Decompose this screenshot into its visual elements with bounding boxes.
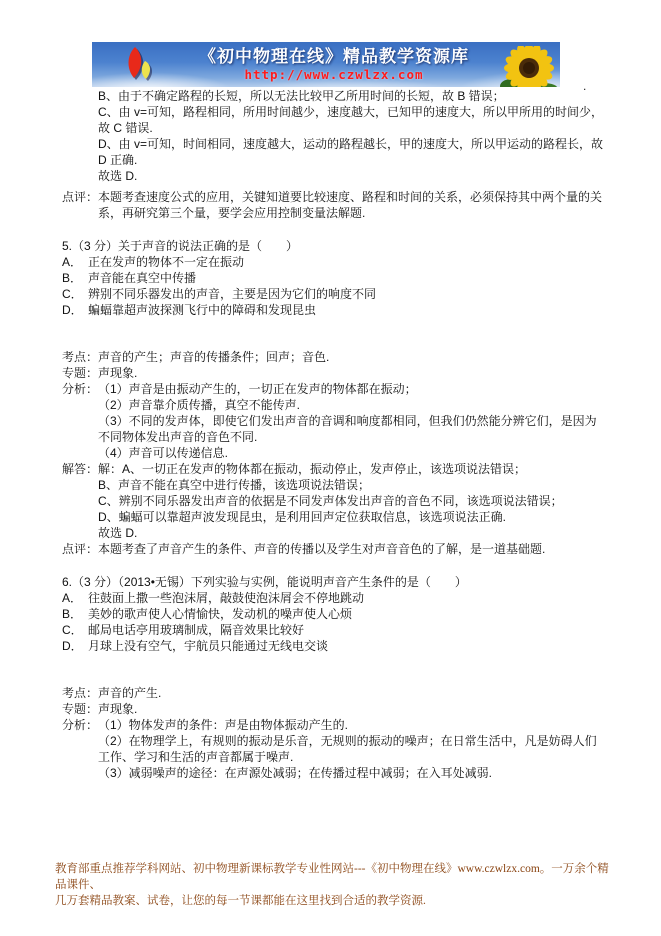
option-letter: A． [62,255,83,269]
page-footer [55,861,615,909]
solution-line: 故选 D. [98,526,138,540]
fenxi-section [62,381,608,461]
answer-line: 故选 D. [98,169,138,183]
kaodian-section [62,685,608,701]
analysis-line: （1）声音是由振动产生的，一切正在发声的物体都在振动； [98,382,417,396]
dianping-section [62,541,608,557]
footer-line: 教育部重点推荐学科网站、初中物理新课标教学专业性网站---《初中物理在线》www.czwlzx.com。一万余个精品课件、 [55,863,609,891]
jieda-section [62,461,608,541]
analysis-line: （3）减弱噪声的途径：在声源处减弱；在传播过程中减弱；在入耳处减弱. [98,766,493,780]
kaodian-section [62,349,608,365]
section-text: 声现象. [98,702,138,716]
fenxi-section [62,717,608,781]
section-lines [98,461,608,541]
question-6 [62,574,608,654]
section-label: 专题： [62,702,99,716]
question-6-analysis [62,685,608,781]
section-label: 点评： [62,190,99,204]
option-letter: A． [62,591,83,605]
analysis-line: （2）声音靠介质传播，真空不能传声. [98,398,301,412]
option-a [62,254,608,270]
section-label: 考点： [62,686,99,700]
section-label: 考点： [62,350,99,364]
zhuanti-section [62,365,608,381]
option-d [62,638,608,654]
question-4-answer-tail [62,88,608,221]
answer-line: D、由 v=可知，时间相同，速度越大，运动的路程越长，甲的速度大，所以甲运动的路程长，故 D 正确. [98,137,604,167]
comment-text: 本题考查了声音产生的条件、声音的传播以及学生对声音音色的了解，是一道基础题. [98,542,546,556]
option-text: 声音能在真空中传播 [88,271,197,285]
footer-line: 几万套精品教案、试卷，让您的每一节课都能在这里找到合适的教学资源. [55,895,426,907]
section-label: 专题： [62,366,99,380]
solution-line: 解：A、一切正在发声的物体都在振动，振动停止，发声停止，该选项说法错误； [98,462,527,476]
option-text: 正在发声的物体不一定在振动 [88,255,245,269]
section-label: 分析： [62,382,99,396]
banner-title: 《初中物理在线》精品教学资源库 [199,47,469,66]
solution-line: B、声音不能在真空中进行传播，该选项说法错误； [98,478,371,492]
option-letter: D． [62,303,83,317]
option-letter: B． [62,271,83,285]
option-b [62,270,608,286]
option-text: 美妙的歌声使人心情愉快，发动机的噪声使人心烦 [88,607,353,621]
option-text: 辨别不同乐器发出的声音，主要是因为它们的响度不同 [88,287,377,301]
comment-text: 本题考查速度公式的应用，关键知道要比较速度、路程和时间的关系，必须保持其中两个量的关系，再研究第三个量，要学会应用控制变量法解题. [98,190,603,220]
answer-line: C、由 v=可知，路程相同，所用时间越少，速度越大，已知甲的速度大，所以甲所用的时间少，故 C 错误. [98,105,604,135]
analysis-line: （2）在物理学上，有规则的振动是乐音，无规则的振动的噪声；在日常生活中，凡是妨碍人们工作、学习和生活的声音都属于噪声. [98,734,597,764]
section-text: 声音的产生. [98,686,162,700]
option-c [62,286,608,302]
analysis-line: （3）不同的发声体，即使它们发出声音的音调和响度都相同，但我们仍然能分辨它们，是因为不同物体发出声音的音色不同. [98,414,597,444]
banner-text-block [92,47,560,82]
option-text: 往鼓面上撒一些泡沫屑，敲鼓使泡沫屑会不停地跳动 [88,591,365,605]
sunflower-icon [498,46,560,87]
document-body [62,88,608,781]
question-stem: 5.（3 分）关于声音的说法正确的是（ ） [62,239,299,253]
section-lines [98,381,608,461]
question-stem: 6.（3 分）（2013•无锡）下列实验与实例，能说明声音产生条件的是（ ） [62,575,467,589]
section-lines [98,717,608,781]
section-label: 点评： [62,542,99,556]
section-label: 分析： [62,718,99,732]
option-b [62,606,608,622]
option-letter: C． [62,623,83,637]
site-logo-icon [114,45,160,85]
zhuanti-section [62,701,608,717]
stray-period-mark: . [583,79,587,93]
option-d [62,302,608,318]
solution-line: C、辨别不同乐器发出声音的依据是不同发声体发出声音的音色不同，该选项说法错误； [98,494,563,508]
option-text: 蝙蝠靠超声波探测飞行中的障碍和发现昆虫 [88,303,317,317]
option-a [62,590,608,606]
option-text: 月球上没有空气，宇航员只能通过无线电交谈 [88,639,329,653]
banner-url: http://www.czwlzx.com [244,67,424,82]
option-text: 邮局电话亭用玻璃制成，隔音效果比较好 [88,623,305,637]
section-label: 解答： [62,462,99,476]
option-letter: D． [62,639,83,653]
solution-line: D、蝙蝠可以靠超声波发现昆虫，是利用回声定位获取信息，该选项说法正确. [98,510,507,524]
analysis-line: （4）声音可以传递信息. [98,446,229,460]
question-5 [62,238,608,318]
analysis-line: （1）物体发声的条件：声是由物体振动产生的. [98,718,349,732]
option-letter: C． [62,287,83,301]
option-c [62,622,608,638]
answer-line: B、由于不确定路程的长短，所以无法比较甲乙所用时间的长短，故 B 错误； [98,89,505,103]
section-text: 声现象. [98,366,138,380]
site-banner [92,42,560,87]
section-text: 声音的产生；声音的传播条件；回声；音色. [98,350,330,364]
comment-section [62,189,608,221]
question-5-analysis [62,349,608,557]
option-letter: B． [62,607,83,621]
